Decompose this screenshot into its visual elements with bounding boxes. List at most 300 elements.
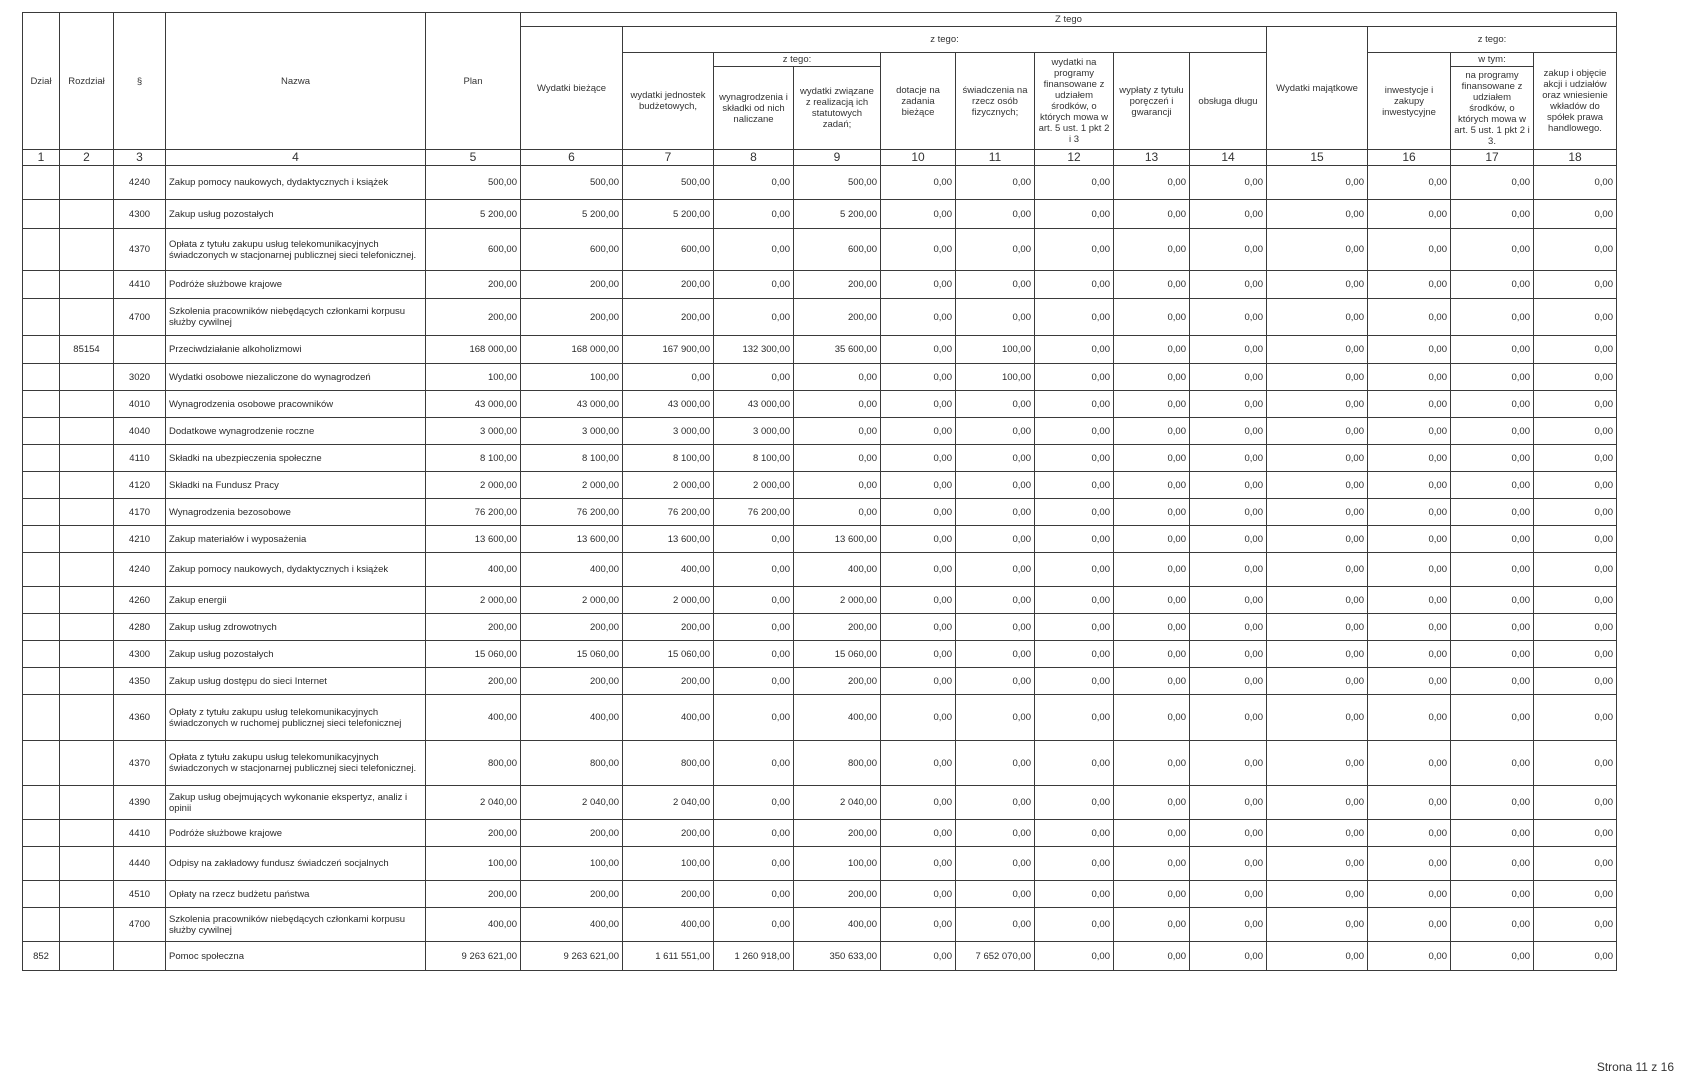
rozdzial-cell (60, 418, 114, 445)
value-cell: 2 040,00 (521, 786, 623, 820)
value-cell: 0,00 (1190, 166, 1267, 200)
table-row (23, 166, 1617, 200)
value-cell: 400,00 (521, 553, 623, 587)
rozdzial-cell (60, 445, 114, 472)
table-body (23, 166, 1617, 971)
dzial-cell (23, 299, 60, 336)
value-cell: 200,00 (623, 614, 714, 641)
value-cell: 0,00 (1114, 820, 1190, 847)
value-cell: 0,00 (1451, 587, 1534, 614)
value-cell: 0,00 (714, 364, 794, 391)
value-cell: 35 600,00 (794, 336, 881, 364)
value-cell: 0,00 (1451, 881, 1534, 908)
value-cell: 0,00 (881, 908, 956, 942)
dzial-cell: 852 (23, 942, 60, 971)
value-cell: 5 200,00 (794, 200, 881, 229)
value-cell: 0,00 (881, 336, 956, 364)
value-cell: 0,00 (1190, 553, 1267, 587)
paragraf-cell: 4300 (114, 641, 166, 668)
value-cell: 0,00 (956, 847, 1035, 881)
rozdzial-cell (60, 668, 114, 695)
value-cell: 600,00 (426, 229, 521, 271)
value-cell: 0,00 (1267, 229, 1368, 271)
value-cell: 0,00 (956, 553, 1035, 587)
value-cell: 0,00 (1368, 668, 1451, 695)
value-cell: 0,00 (1451, 364, 1534, 391)
value-cell: 0,00 (1267, 881, 1368, 908)
value-cell: 0,00 (1114, 336, 1190, 364)
value-cell: 200,00 (521, 271, 623, 299)
value-cell: 400,00 (623, 908, 714, 942)
value-cell: 3 000,00 (714, 418, 794, 445)
value-cell: 0,00 (1534, 741, 1617, 786)
table-row (23, 695, 1617, 741)
value-cell: 0,00 (1368, 229, 1451, 271)
value-cell: 0,00 (714, 587, 794, 614)
dzial-cell (23, 847, 60, 881)
value-cell: 0,00 (956, 820, 1035, 847)
value-cell: 0,00 (881, 614, 956, 641)
paragraf-cell: 4700 (114, 299, 166, 336)
value-cell: 0,00 (794, 391, 881, 418)
value-cell: 0,00 (881, 820, 956, 847)
column-number: 5 (426, 150, 521, 166)
value-cell: 0,00 (1035, 166, 1114, 200)
value-cell: 200,00 (426, 614, 521, 641)
value-cell: 0,00 (1190, 695, 1267, 741)
value-cell: 0,00 (1114, 200, 1190, 229)
value-cell: 0,00 (1368, 418, 1451, 445)
value-cell: 0,00 (1368, 445, 1451, 472)
rozdzial-cell (60, 364, 114, 391)
rozdzial-cell (60, 472, 114, 499)
dzial-cell (23, 364, 60, 391)
header-wynagrodzenia: wynagrodzenia i składki od nich naliczane (714, 67, 794, 150)
rozdzial-cell (60, 847, 114, 881)
header-wydatki-majatkowe: Wydatki majątkowe (1267, 27, 1368, 150)
dzial-cell (23, 695, 60, 741)
value-cell: 0,00 (881, 166, 956, 200)
value-cell: 200,00 (623, 820, 714, 847)
column-number: 18 (1534, 150, 1617, 166)
paragraf-cell: 3020 (114, 364, 166, 391)
value-cell: 132 300,00 (714, 336, 794, 364)
value-cell: 0,00 (714, 526, 794, 553)
table-row (23, 553, 1617, 587)
column-number: 11 (956, 150, 1035, 166)
rozdzial-cell (60, 786, 114, 820)
value-cell: 0,00 (1451, 668, 1534, 695)
header-z-tego-jednostek: z tego: (714, 53, 881, 67)
value-cell: 0,00 (1451, 908, 1534, 942)
value-cell: 0,00 (794, 499, 881, 526)
nazwa-cell: Szkolenia pracowników niebędących członkami korpusu służby cywilnej (166, 299, 426, 336)
dzial-cell (23, 499, 60, 526)
value-cell: 0,00 (1190, 299, 1267, 336)
value-cell: 0,00 (1190, 668, 1267, 695)
value-cell: 0,00 (714, 271, 794, 299)
value-cell: 2 040,00 (794, 786, 881, 820)
value-cell: 200,00 (794, 271, 881, 299)
value-cell: 0,00 (1451, 614, 1534, 641)
value-cell: 400,00 (426, 695, 521, 741)
value-cell: 5 200,00 (521, 200, 623, 229)
value-cell: 8 100,00 (521, 445, 623, 472)
value-cell: 0,00 (1368, 336, 1451, 364)
value-cell: 2 040,00 (426, 786, 521, 820)
dzial-cell (23, 908, 60, 942)
value-cell: 0,00 (1451, 336, 1534, 364)
value-cell: 100,00 (521, 364, 623, 391)
table-row (23, 641, 1617, 668)
value-cell: 43 000,00 (521, 391, 623, 418)
value-cell: 0,00 (881, 553, 956, 587)
nazwa-cell: Przeciwdziałanie alkoholizmowi (166, 336, 426, 364)
value-cell: 0,00 (714, 820, 794, 847)
value-cell: 0,00 (1035, 641, 1114, 668)
value-cell: 43 000,00 (714, 391, 794, 418)
value-cell: 0,00 (1451, 299, 1534, 336)
dzial-cell (23, 200, 60, 229)
value-cell: 0,00 (1451, 820, 1534, 847)
value-cell: 0,00 (1534, 553, 1617, 587)
value-cell: 0,00 (1368, 641, 1451, 668)
value-cell: 0,00 (1451, 786, 1534, 820)
value-cell: 0,00 (1190, 336, 1267, 364)
column-number: 6 (521, 150, 623, 166)
paragraf-cell: 4240 (114, 553, 166, 587)
column-number: 1 (23, 150, 60, 166)
value-cell: 0,00 (1035, 499, 1114, 526)
value-cell: 0,00 (1534, 587, 1617, 614)
rozdzial-cell (60, 942, 114, 971)
value-cell: 0,00 (956, 271, 1035, 299)
header-z-tego-top: Z tego (521, 13, 1617, 27)
value-cell: 0,00 (1451, 391, 1534, 418)
table-row (23, 942, 1617, 971)
value-cell: 400,00 (623, 553, 714, 587)
value-cell: 200,00 (521, 299, 623, 336)
value-cell: 0,00 (881, 668, 956, 695)
value-cell: 100,00 (521, 847, 623, 881)
value-cell: 0,00 (1114, 908, 1190, 942)
value-cell: 0,00 (1368, 391, 1451, 418)
dzial-cell (23, 641, 60, 668)
table-row (23, 526, 1617, 553)
nazwa-cell: Opłaty na rzecz budżetu państwa (166, 881, 426, 908)
value-cell: 400,00 (794, 908, 881, 942)
value-cell: 0,00 (1190, 786, 1267, 820)
rozdzial-cell (60, 587, 114, 614)
value-cell: 0,00 (1534, 200, 1617, 229)
paragraf-cell: 4300 (114, 200, 166, 229)
value-cell: 200,00 (794, 668, 881, 695)
paragraf-cell: 4700 (114, 908, 166, 942)
header-dzial: Dział (23, 13, 60, 150)
value-cell: 0,00 (1534, 336, 1617, 364)
table-row (23, 881, 1617, 908)
value-cell: 0,00 (1267, 820, 1368, 847)
value-cell: 0,00 (1035, 229, 1114, 271)
value-cell: 0,00 (881, 418, 956, 445)
table-row (23, 336, 1617, 364)
table-row (23, 668, 1617, 695)
paragraf-cell: 4510 (114, 881, 166, 908)
value-cell: 400,00 (426, 553, 521, 587)
nazwa-cell: Opłata z tytułu zakupu usług telekomunikacyjnych świadczonych w stacjonarnej publicznej sieci telefonicznej. (166, 741, 426, 786)
table-row (23, 499, 1617, 526)
value-cell: 0,00 (1114, 668, 1190, 695)
value-cell: 0,00 (1035, 200, 1114, 229)
value-cell: 0,00 (1035, 472, 1114, 499)
value-cell: 0,00 (1035, 418, 1114, 445)
value-cell: 200,00 (794, 614, 881, 641)
header-w-tym: w tym: (1451, 53, 1534, 67)
value-cell: 0,00 (881, 200, 956, 229)
column-number: 10 (881, 150, 956, 166)
value-cell: 0,00 (1368, 299, 1451, 336)
value-cell: 0,00 (1035, 786, 1114, 820)
value-cell: 400,00 (521, 695, 623, 741)
value-cell: 200,00 (426, 668, 521, 695)
nazwa-cell: Pomoc społeczna (166, 942, 426, 971)
rozdzial-cell (60, 166, 114, 200)
value-cell: 0,00 (956, 200, 1035, 229)
value-cell: 0,00 (956, 418, 1035, 445)
value-cell: 0,00 (1190, 445, 1267, 472)
value-cell: 13 600,00 (426, 526, 521, 553)
value-cell: 0,00 (1368, 908, 1451, 942)
value-cell: 2 000,00 (623, 472, 714, 499)
header-inwestycje: inwestycje i zakupy inwestycyjne (1368, 53, 1451, 150)
value-cell: 0,00 (956, 741, 1035, 786)
value-cell: 0,00 (1534, 499, 1617, 526)
table-row (23, 391, 1617, 418)
value-cell: 0,00 (1035, 668, 1114, 695)
value-cell: 0,00 (1534, 299, 1617, 336)
dzial-cell (23, 472, 60, 499)
table-row (23, 271, 1617, 299)
value-cell: 500,00 (623, 166, 714, 200)
value-cell: 0,00 (1035, 526, 1114, 553)
value-cell: 100,00 (794, 847, 881, 881)
value-cell: 0,00 (1451, 942, 1534, 971)
paragraf-cell: 4170 (114, 499, 166, 526)
dzial-cell (23, 418, 60, 445)
value-cell: 0,00 (1190, 942, 1267, 971)
value-cell: 0,00 (881, 445, 956, 472)
value-cell: 0,00 (1368, 587, 1451, 614)
value-cell: 0,00 (1451, 271, 1534, 299)
table-row (23, 614, 1617, 641)
header-nazwa: Nazwa (166, 13, 426, 150)
value-cell: 0,00 (1190, 499, 1267, 526)
value-cell: 0,00 (1267, 391, 1368, 418)
header-obsluga: obsługa długu (1190, 53, 1267, 150)
value-cell: 0,00 (1035, 336, 1114, 364)
header-plan: Plan (426, 13, 521, 150)
value-cell: 0,00 (794, 445, 881, 472)
paragraf-cell: 4350 (114, 668, 166, 695)
value-cell: 0,00 (1451, 526, 1534, 553)
value-cell: 0,00 (1114, 847, 1190, 881)
value-cell: 0,00 (881, 847, 956, 881)
value-cell: 0,00 (1267, 200, 1368, 229)
value-cell: 168 000,00 (521, 336, 623, 364)
value-cell: 0,00 (1534, 786, 1617, 820)
value-cell: 0,00 (1035, 271, 1114, 299)
rozdzial-cell (60, 741, 114, 786)
value-cell: 0,00 (714, 166, 794, 200)
value-cell: 0,00 (956, 229, 1035, 271)
value-cell: 0,00 (1267, 166, 1368, 200)
value-cell: 0,00 (1451, 166, 1534, 200)
value-cell: 0,00 (1035, 820, 1114, 847)
value-cell: 0,00 (1267, 271, 1368, 299)
value-cell: 500,00 (521, 166, 623, 200)
rozdzial-cell (60, 526, 114, 553)
value-cell: 0,00 (1035, 299, 1114, 336)
value-cell: 0,00 (881, 587, 956, 614)
dzial-cell (23, 166, 60, 200)
column-number: 17 (1451, 150, 1534, 166)
value-cell: 0,00 (956, 641, 1035, 668)
nazwa-cell: Zakup usług pozostałych (166, 641, 426, 668)
column-number: 15 (1267, 150, 1368, 166)
value-cell: 350 633,00 (794, 942, 881, 971)
budget-table-page (22, 12, 1617, 971)
rozdzial-cell (60, 695, 114, 741)
header-dotacje: dotacje na zadania bieżące (881, 53, 956, 150)
table-row (23, 786, 1617, 820)
dzial-cell (23, 741, 60, 786)
value-cell: 0,00 (1190, 820, 1267, 847)
value-cell: 0,00 (1534, 166, 1617, 200)
value-cell: 0,00 (1114, 299, 1190, 336)
value-cell: 0,00 (1534, 847, 1617, 881)
value-cell: 0,00 (1534, 668, 1617, 695)
paragraf-cell: 4040 (114, 418, 166, 445)
value-cell: 15 060,00 (794, 641, 881, 668)
value-cell: 0,00 (1035, 695, 1114, 741)
nazwa-cell: Zakup usług zdrowotnych (166, 614, 426, 641)
dzial-cell (23, 229, 60, 271)
value-cell: 500,00 (794, 166, 881, 200)
value-cell: 0,00 (1114, 499, 1190, 526)
value-cell: 0,00 (714, 847, 794, 881)
value-cell: 0,00 (956, 166, 1035, 200)
value-cell: 0,00 (1035, 881, 1114, 908)
paragraf-cell: 4260 (114, 587, 166, 614)
value-cell: 15 060,00 (521, 641, 623, 668)
value-cell: 1 260 918,00 (714, 942, 794, 971)
nazwa-cell: Zakup materiałów i wyposażenia (166, 526, 426, 553)
value-cell: 0,00 (956, 391, 1035, 418)
value-cell: 0,00 (1534, 820, 1617, 847)
value-cell: 0,00 (714, 881, 794, 908)
value-cell: 76 200,00 (714, 499, 794, 526)
value-cell: 0,00 (1368, 553, 1451, 587)
table-row (23, 908, 1617, 942)
value-cell: 0,00 (881, 641, 956, 668)
value-cell: 600,00 (623, 229, 714, 271)
value-cell: 400,00 (623, 695, 714, 741)
value-cell: 0,00 (1368, 166, 1451, 200)
value-cell: 0,00 (956, 695, 1035, 741)
header-rozdzial: Rozdział (60, 13, 114, 150)
paragraf-cell: 4390 (114, 786, 166, 820)
paragraf-cell: 4360 (114, 695, 166, 741)
value-cell: 0,00 (1035, 847, 1114, 881)
paragraf-cell: 4280 (114, 614, 166, 641)
column-number: 16 (1368, 150, 1451, 166)
header-swiadczenia: świadczenia na rzecz osób fizycznych; (956, 53, 1035, 150)
value-cell: 0,00 (1267, 299, 1368, 336)
value-cell: 0,00 (1114, 741, 1190, 786)
value-cell: 0,00 (1534, 695, 1617, 741)
value-cell: 0,00 (1114, 166, 1190, 200)
value-cell: 200,00 (521, 881, 623, 908)
value-cell: 0,00 (1267, 336, 1368, 364)
value-cell: 0,00 (881, 695, 956, 741)
nazwa-cell: Wynagrodzenia bezosobowe (166, 499, 426, 526)
rozdzial-cell (60, 820, 114, 847)
value-cell: 9 263 621,00 (521, 942, 623, 971)
value-cell: 0,00 (1451, 229, 1534, 271)
rozdzial-cell (60, 499, 114, 526)
rozdzial-cell (60, 271, 114, 299)
nazwa-cell: Zakup usług dostępu do sieci Internet (166, 668, 426, 695)
value-cell: 2 000,00 (794, 587, 881, 614)
value-cell: 0,00 (1114, 942, 1190, 971)
value-cell: 0,00 (956, 499, 1035, 526)
value-cell: 0,00 (881, 526, 956, 553)
value-cell: 0,00 (1534, 271, 1617, 299)
rozdzial-cell (60, 614, 114, 641)
dzial-cell (23, 271, 60, 299)
value-cell: 0,00 (1534, 364, 1617, 391)
value-cell: 0,00 (1368, 364, 1451, 391)
value-cell: 0,00 (881, 472, 956, 499)
value-cell: 0,00 (1035, 614, 1114, 641)
value-cell: 0,00 (1190, 391, 1267, 418)
header-na-programy: na programy finansowane z udziałem środków, o których mowa w art. 5 ust. 1 pkt 2 i 3. (1451, 67, 1534, 150)
value-cell: 0,00 (956, 526, 1035, 553)
value-cell: 0,00 (1114, 418, 1190, 445)
rozdzial-cell (60, 299, 114, 336)
value-cell: 0,00 (1114, 229, 1190, 271)
value-cell: 0,00 (1267, 786, 1368, 820)
value-cell: 0,00 (1114, 553, 1190, 587)
nazwa-cell: Wydatki osobowe niezaliczone do wynagrodzeń (166, 364, 426, 391)
value-cell: 0,00 (956, 908, 1035, 942)
value-cell: 0,00 (1114, 472, 1190, 499)
value-cell: 8 100,00 (426, 445, 521, 472)
nazwa-cell: Zakup usług obejmujących wykonanie ekspertyz, analiz i opinii (166, 786, 426, 820)
value-cell: 200,00 (426, 299, 521, 336)
value-cell: 0,00 (1190, 526, 1267, 553)
table-header (23, 13, 1617, 166)
value-cell: 0,00 (1534, 614, 1617, 641)
value-cell: 0,00 (956, 786, 1035, 820)
value-cell: 0,00 (1190, 200, 1267, 229)
column-number: 9 (794, 150, 881, 166)
value-cell: 400,00 (521, 908, 623, 942)
value-cell: 600,00 (521, 229, 623, 271)
rozdzial-cell (60, 229, 114, 271)
value-cell: 0,00 (1190, 847, 1267, 881)
paragraf-cell: 4440 (114, 847, 166, 881)
